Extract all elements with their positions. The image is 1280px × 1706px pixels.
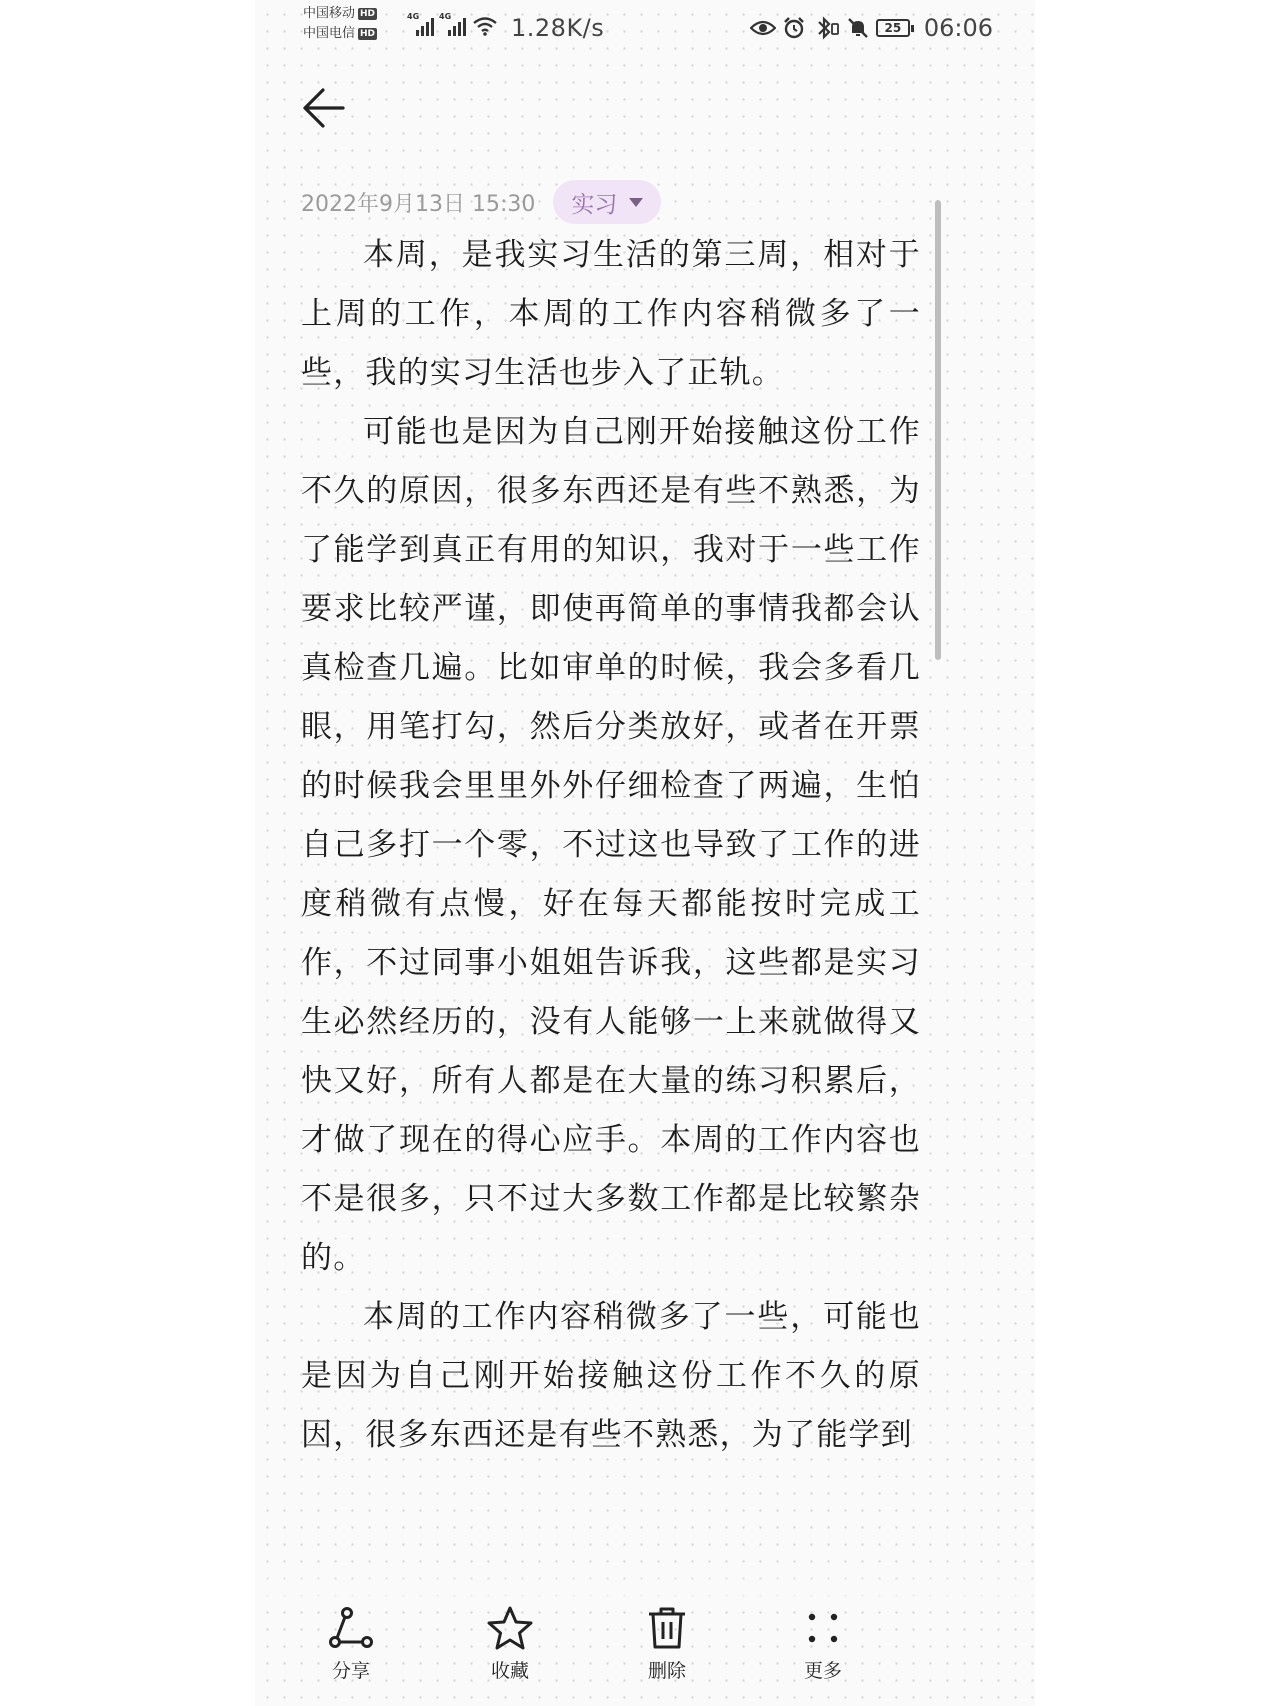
favorite-button[interactable] xyxy=(450,1600,570,1683)
status-icons xyxy=(750,14,993,42)
star-icon xyxy=(486,1605,534,1651)
share-button[interactable] xyxy=(291,1600,411,1683)
hd-badge: HD xyxy=(360,9,376,19)
eye-icon xyxy=(750,18,776,38)
note-screen xyxy=(255,0,1035,1706)
network-speed: 1.28K/s xyxy=(511,14,605,42)
more-button[interactable] xyxy=(763,1600,883,1683)
mute-icon xyxy=(846,16,870,40)
category-tag-dropdown[interactable] xyxy=(553,180,661,224)
share-icon xyxy=(327,1606,375,1650)
delete-label: 删除 xyxy=(647,1660,686,1682)
signal-icon: 4G xyxy=(408,16,434,36)
back-button[interactable] xyxy=(299,86,347,130)
category-tag-label: 实习 xyxy=(571,191,618,218)
note-body[interactable] xyxy=(301,226,921,1465)
status-bar xyxy=(303,4,993,54)
arrow-left-icon xyxy=(299,86,347,130)
battery-icon: 25 xyxy=(876,19,910,37)
hd-badge: HD xyxy=(360,29,376,39)
alarm-icon xyxy=(782,16,806,40)
trash-icon xyxy=(645,1605,689,1651)
note-meta xyxy=(301,180,661,224)
note-paragraph: 本周，是我实习生活的第三周，相对于上周的工作，本周的工作内容稍微多了一些，我的实习生活也步入了正轨。 xyxy=(301,237,921,391)
caret-down-icon xyxy=(629,198,643,207)
bluetooth-icon xyxy=(812,16,840,40)
carrier-2: 中国电信 xyxy=(303,26,356,41)
carrier-1: 中国移动 xyxy=(303,6,356,21)
clock: 06:06 xyxy=(923,14,993,42)
delete-button[interactable] xyxy=(607,1600,727,1683)
note-paragraph: 可能也是因为自己刚开始接触这份工作不久的原因，很多东西还是有些不熟悉，为了能学到真正有用的知识，我对于一些工作要求比较严谨，即使再简单的事情我都会认真检查几遍。比如审单的时候，我会多看几眼，用笔打勾，然后分类放好，或者在开票的时候我会里里外外仔细检查了两遍，生怕自己多打一个零，不过这也导致了工作的进度稍微有点慢，好在每天都能按时完成工作，不过同事小姐姐告诉我，这些都是实习生必然经历的，没有人能够一上来就做得又快又好，所有人都是在大量的练习积累后，才做了现在的得心应手。本周的工作内容也不是很多，只不过大多数工作都是比较繁杂的。 xyxy=(301,414,921,1276)
note-date: 2022年9月13日 15:30 xyxy=(301,191,536,217)
share-label: 分享 xyxy=(331,1660,370,1682)
scrollbar[interactable] xyxy=(935,200,941,660)
bottom-toolbar xyxy=(255,1600,1035,1706)
more-dots-icon xyxy=(803,1608,843,1648)
wifi-icon xyxy=(472,16,498,36)
more-label: 更多 xyxy=(803,1660,842,1682)
favorite-label: 收藏 xyxy=(490,1660,529,1682)
carrier-info xyxy=(303,4,377,44)
signal-icon: 4G xyxy=(440,16,466,36)
note-paragraph: 本周的工作内容稍微多了一些，可能也是因为自己刚开始接触这份工作不久的原因，很多东西还是有些不熟悉，为了能学到 xyxy=(301,1299,921,1453)
signal-indicators xyxy=(407,12,498,36)
